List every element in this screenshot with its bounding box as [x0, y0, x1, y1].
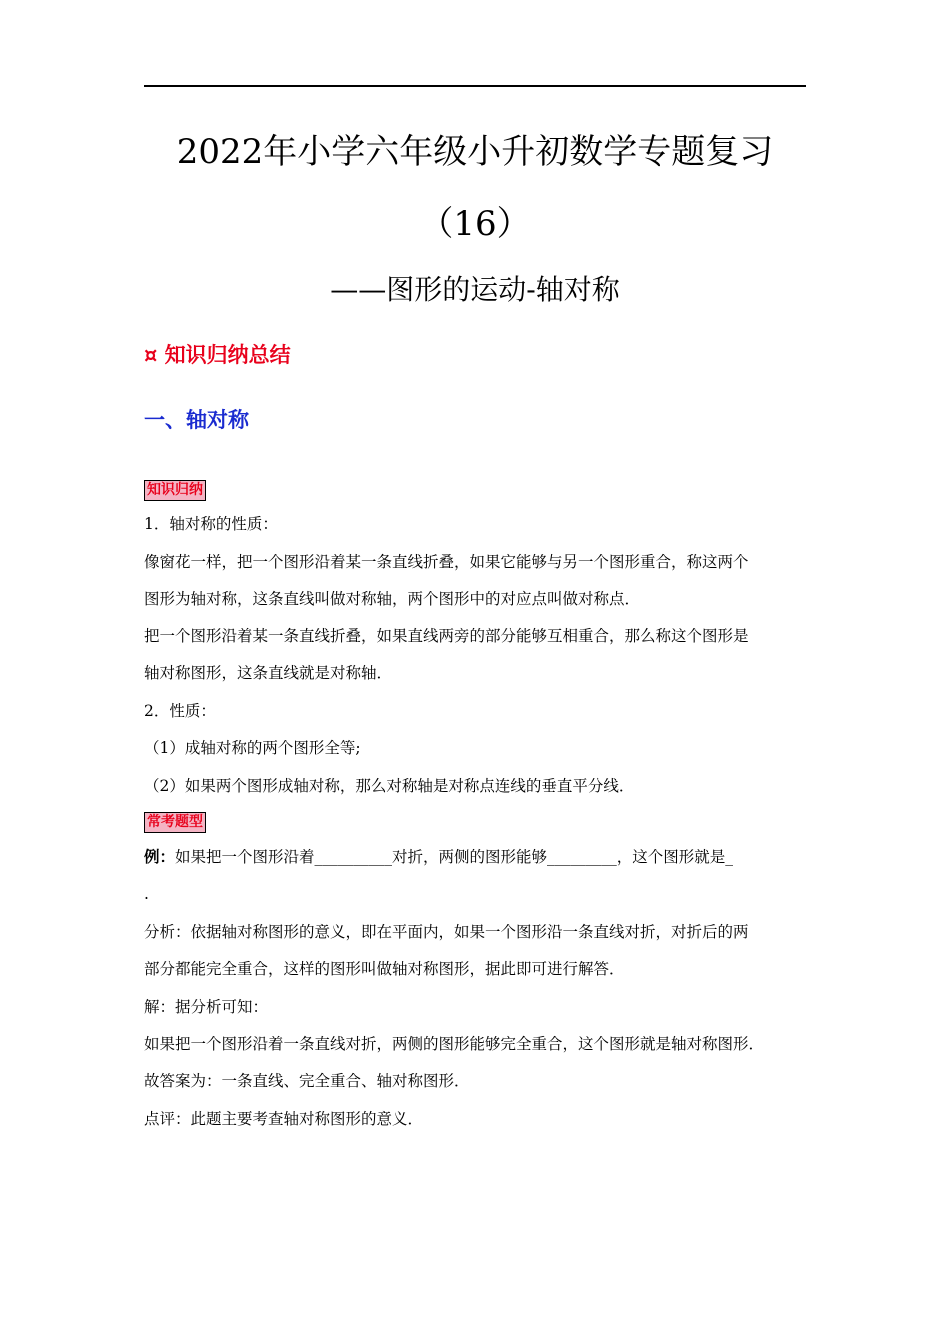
section-heading-summary: ¤ 知识归纳总结	[144, 343, 291, 367]
solution-line: 故答案为：一条直线、完全重合、轴对称图形．	[144, 1072, 470, 1090]
header-rule	[144, 85, 806, 87]
solution-line: 解：据分析可知：	[144, 998, 269, 1016]
title-main: 2022年小学六年级小升初数学专题复习	[176, 132, 774, 172]
analysis-line: 分析：依据轴对称图形的意义，即在平面内，如果一个图形沿一条直线对折，对折后的两	[144, 923, 749, 941]
title-number: （16）	[419, 204, 531, 244]
tag-knowledge: 知识归纳	[144, 480, 206, 501]
solution-line: 如果把一个图形沿着一条直线对折，两侧的图形能够完全重合，这个图形就是轴对称图形．	[144, 1035, 765, 1053]
knowledge-line: 像窗花一样，把一个图形沿着某一条直线折叠，如果它能够与另一个图形重合，称这两个	[144, 553, 749, 571]
comment-line: 点评：此题主要考查轴对称图形的意义．	[144, 1110, 424, 1128]
knowledge-line: 轴对称图形，这条直线就是对称轴．	[144, 664, 393, 682]
example-question	[144, 847, 808, 867]
knowledge-line: 1．轴对称的性质：	[144, 515, 278, 533]
knowledge-line: （2）如果两个图形成轴对称，那么对称轴是对称点连线的垂直平分线．	[144, 777, 635, 795]
knowledge-line: 2．性质：	[144, 702, 216, 720]
title-subtitle: ——图形的运动-轴对称	[330, 273, 620, 306]
example-label: 例：	[144, 847, 176, 866]
knowledge-line: （1）成轴对称的两个图形全等;	[144, 739, 361, 757]
example-continuation: .	[144, 885, 149, 903]
knowledge-line: 图形为轴对称，这条直线叫做对称轴，两个图形中的对应点叫做对称点．	[144, 590, 641, 608]
analysis-line: 部分都能完全重合，这样的图形叫做轴对称图形，据此即可进行解答．	[144, 960, 625, 978]
knowledge-line: 把一个图形沿着某一条直线折叠，如果直线两旁的部分能够互相重合，那么称这个图形是	[144, 627, 749, 645]
example-text: 如果把一个图形沿着__________对折，两侧的图形能够_________，这个图形就是_	[175, 848, 734, 866]
section-heading-axial-symmetry: 一、轴对称	[144, 408, 249, 432]
tag-common-questions: 常考题型	[144, 812, 206, 833]
